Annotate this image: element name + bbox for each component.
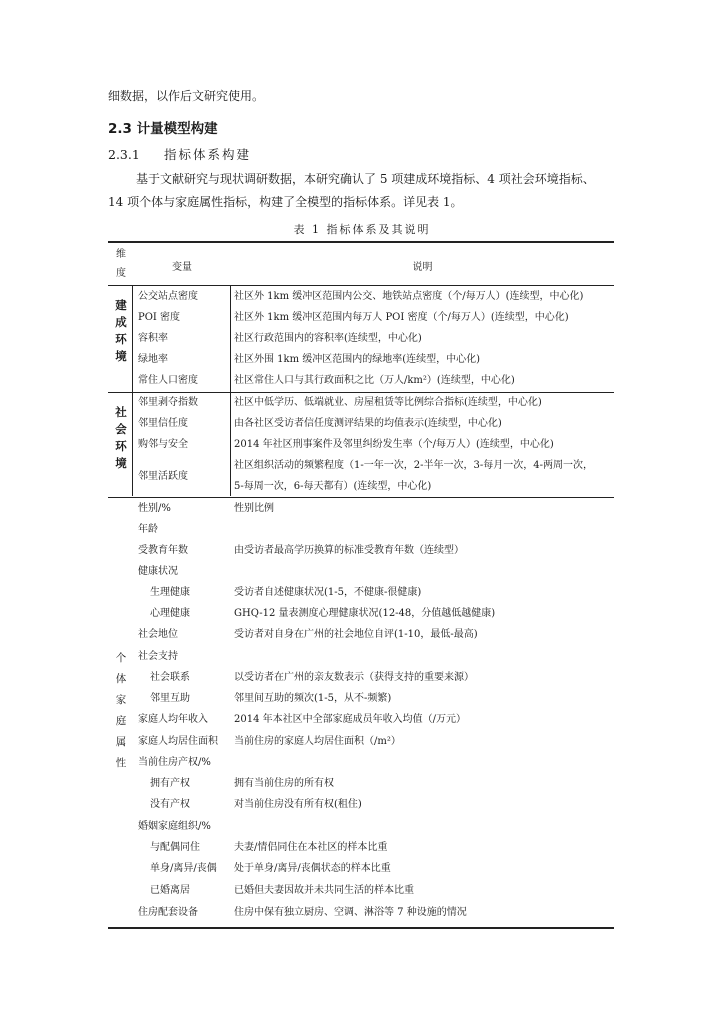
row-description: GHQ-12 量表测度心理健康状况(12-48，分值越低越健康) bbox=[234, 608, 496, 619]
row-description: 对当前住房没有所有权(租住) bbox=[234, 799, 362, 810]
row-description-continued: 5-每周一次，6-每天都有）(连续型，中心化) bbox=[234, 481, 432, 492]
table-bottom-rule bbox=[108, 927, 614, 929]
row-variable: 家庭人均居住面积 bbox=[138, 736, 218, 747]
row-description: 处于单身/离异/丧偶状态的样本比重 bbox=[234, 863, 391, 874]
row-variable-sub: 拥有产权 bbox=[150, 778, 190, 789]
group-label-built-environment-text: 建成环境 bbox=[115, 298, 127, 363]
group-label-individual-household-text: 个体家庭属性 bbox=[115, 652, 127, 769]
section-heading bbox=[108, 117, 218, 137]
row-variable: POI 密度 bbox=[138, 312, 181, 323]
row-variable-sub: 生理健康 bbox=[150, 587, 190, 598]
group-label-individual-household bbox=[110, 648, 132, 774]
table-header-rule bbox=[108, 285, 614, 286]
group-label-social-environment bbox=[110, 404, 132, 472]
row-variable: 容积率 bbox=[138, 333, 168, 344]
row-variable: 性别/% bbox=[138, 503, 171, 514]
row-description: 邻里间互助的频次(1-5，从不-频繁) bbox=[234, 693, 392, 704]
row-description: 已婚但夫妻因故并未共同生活的样本比重 bbox=[234, 885, 414, 896]
row-variable: 邻里剥夺指数 bbox=[138, 397, 198, 408]
subsection-number: 2.3.1 bbox=[108, 147, 140, 162]
header-dimension bbox=[110, 245, 132, 283]
row-variable: 年龄 bbox=[138, 524, 158, 535]
row-variable: 健康状况 bbox=[138, 566, 178, 577]
row-description: 社区行政范围内的容积率(连续型，中心化) bbox=[234, 333, 422, 344]
row-description: 社区外 1km 缓冲区范围内每万人 POI 密度（个/每万人）(连续型，中心化) bbox=[234, 312, 569, 323]
section-title: 计量模型构建 bbox=[136, 121, 218, 137]
header-variable: 变量 bbox=[172, 262, 192, 273]
row-description: 由受访者最高学历换算的标准受教育年数（连续型） bbox=[234, 545, 464, 556]
row-variable-sub: 单身/离异/丧偶 bbox=[150, 863, 217, 874]
group-label-social-environment-text: 社会环境 bbox=[115, 405, 127, 470]
row-variable: 住房配套设备 bbox=[138, 907, 198, 918]
subsection-heading bbox=[108, 145, 251, 163]
table-group-rule-2 bbox=[108, 497, 614, 498]
row-description: 性别比例 bbox=[234, 503, 274, 514]
row-variable-sub: 心理健康 bbox=[150, 608, 190, 619]
paragraph-line-2: 14 项个体与家庭属性指标，构建了全模型的指标体系。详见表 1。 bbox=[108, 195, 463, 209]
row-variable: 社会支持 bbox=[138, 651, 178, 662]
row-variable: 绿地率 bbox=[138, 354, 168, 365]
subsection-title: 指标体系构建 bbox=[164, 147, 252, 162]
group-label-built-environment bbox=[110, 297, 132, 365]
table-caption: 表 1 指标体系及其说明 bbox=[293, 223, 431, 236]
row-variable-sub: 没有产权 bbox=[150, 799, 190, 810]
row-variable: 婚姻家庭组织/% bbox=[138, 821, 211, 832]
row-description: 社区外围 1km 缓冲区范围内的绿地率(连续型，中心化) bbox=[234, 354, 481, 365]
row-variable: 常住人口密度 bbox=[138, 375, 198, 386]
intro-line: 细数据，以作后文研究使用。 bbox=[108, 89, 265, 103]
row-description: 受访者自述健康状况(1-5，不健康-很健康) bbox=[234, 587, 422, 598]
row-variable: 邻里信任度 bbox=[138, 418, 188, 429]
section-number: 2.3 bbox=[108, 121, 132, 137]
row-variable: 购邻与安全 bbox=[138, 439, 188, 450]
row-description: 2014 年社区刑事案件及邻里纠纷发生率（个/每万人）(连续型，中心化) bbox=[234, 439, 554, 450]
row-variable: 社会地位 bbox=[138, 629, 178, 640]
row-variable-sub: 与配偶同住 bbox=[150, 842, 200, 853]
table-top-rule bbox=[108, 241, 614, 243]
row-variable: 当前住房产权/% bbox=[138, 757, 211, 768]
row-description: 社区常住人口与其行政面积之比（万人/km²）(连续型，中心化) bbox=[234, 375, 515, 386]
row-description: 社区组织活动的频繁程度（1-一年一次，2-半年一次，3-每月一次，4-两周一次， bbox=[234, 460, 593, 471]
row-description: 受访者对自身在广州的社会地位自评(1-10，最低-最高) bbox=[234, 629, 478, 640]
row-description: 社区外 1km 缓冲区范围内公交、地铁站点密度（个/每万人）(连续型，中心化) bbox=[234, 291, 584, 302]
table-group-rule-1 bbox=[108, 392, 614, 393]
paragraph-line-1: 基于文献研究与现状调研数据，本研究确认了 5 项建成环境指标、4 项社会环境指标、 bbox=[136, 172, 595, 186]
row-description: 住房中保有独立厨房、空调、淋浴等 7 种设施的情况 bbox=[234, 907, 467, 918]
row-variable-sub: 邻里互助 bbox=[150, 693, 190, 704]
row-variable-sub: 社会联系 bbox=[150, 672, 190, 683]
row-variable: 邻里活跃度 bbox=[138, 471, 188, 482]
row-description: 拥有当前住房的所有权 bbox=[234, 778, 334, 789]
row-description: 夫妻/情侣同住在本社区的样本比重 bbox=[234, 842, 388, 853]
header-description: 说明 bbox=[412, 262, 433, 273]
row-variable: 受教育年数 bbox=[138, 545, 188, 556]
row-variable: 家庭人均年收入 bbox=[138, 714, 208, 725]
row-description: 2014 年本社区中全部家庭成员年收入均值（/万元） bbox=[234, 714, 466, 725]
row-description: 当前住房的家庭人均居住面积（/m²） bbox=[234, 736, 401, 747]
row-variable-sub: 已婚离居 bbox=[150, 885, 190, 896]
row-description: 由各社区受访者信任度测评结果的均值表示(连续型，中心化) bbox=[234, 418, 502, 429]
table-column-divider-1 bbox=[132, 286, 133, 496]
row-variable: 公交站点密度 bbox=[138, 291, 198, 302]
row-description: 以受访者在广州的亲友数表示（获得支持的重要来源） bbox=[234, 672, 474, 683]
row-description: 社区中低学历、低端就业、房屋租赁等比例综合指标(连续型，中心化) bbox=[234, 397, 542, 408]
header-dimension-label: 维度 bbox=[116, 249, 126, 279]
table-column-divider-2 bbox=[230, 286, 231, 496]
